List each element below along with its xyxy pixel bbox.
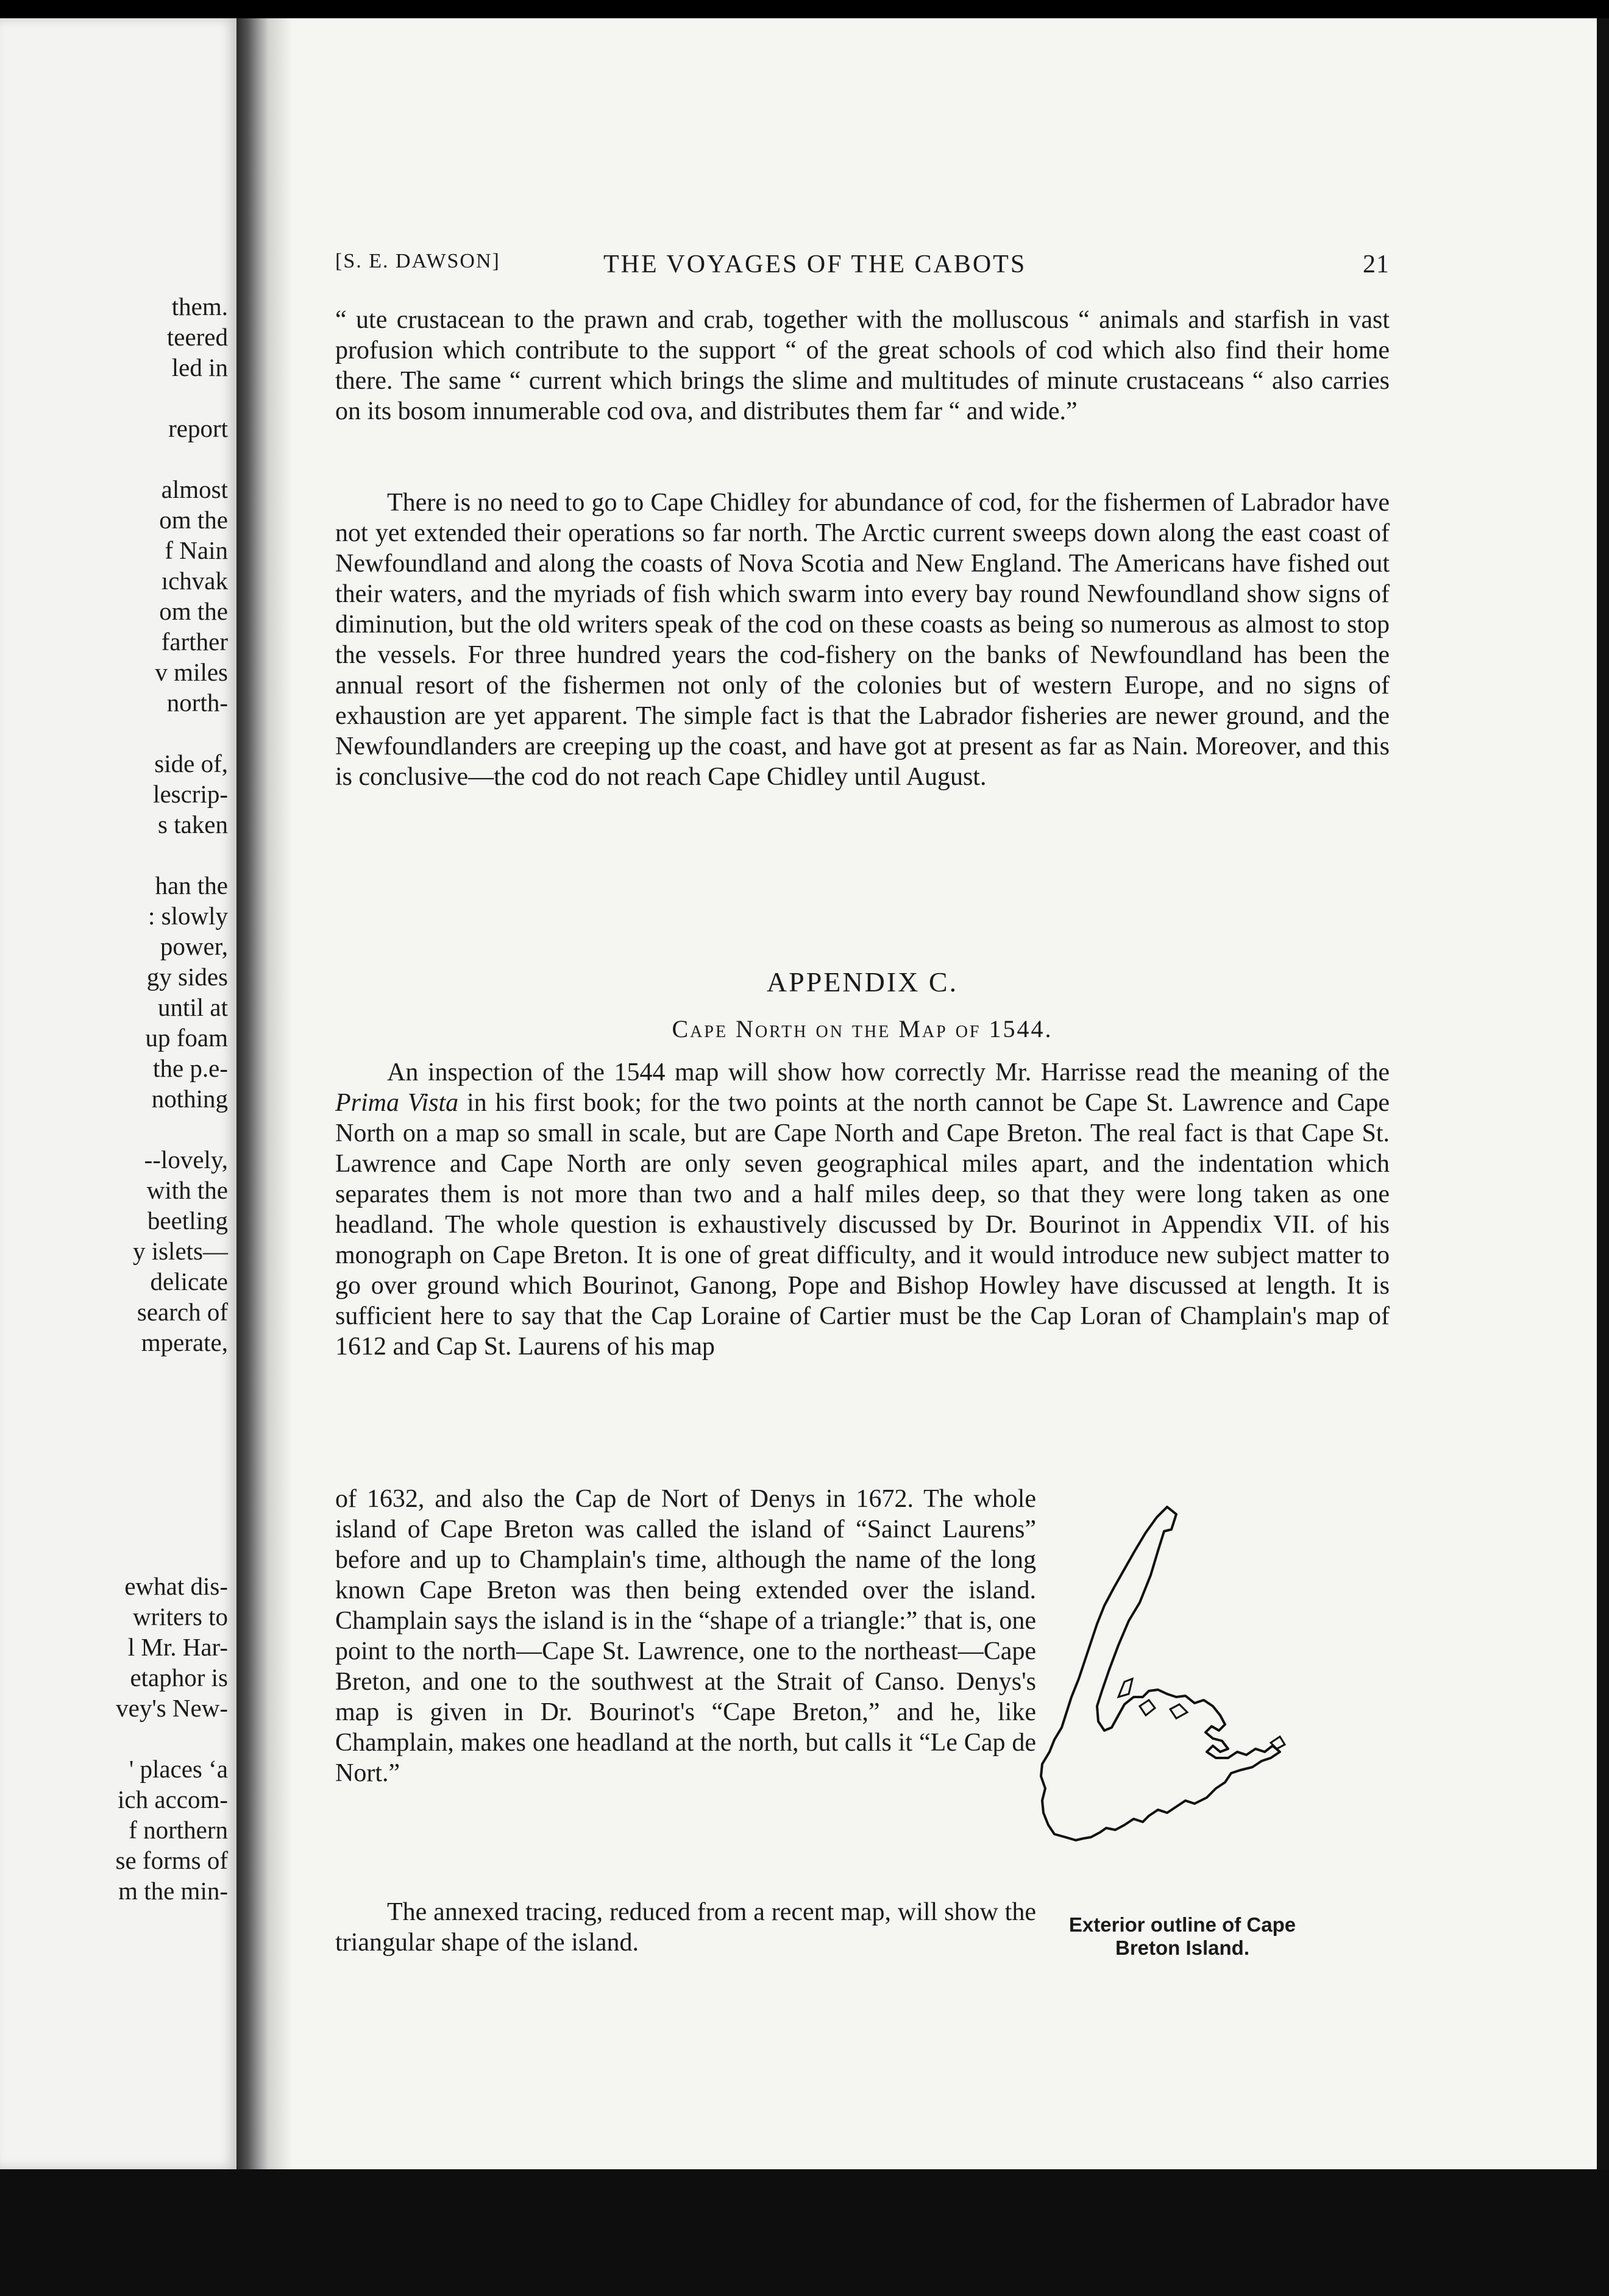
scan-border-bottom: [0, 2169, 1609, 2296]
caption-line-2: Breton Island.: [1115, 1936, 1250, 1959]
facing-page-line: nothing: [151, 1085, 228, 1113]
book-gutter: [236, 18, 268, 2169]
paragraph-tracing: [335, 1897, 1036, 1958]
paragraph2-before-italic: An inspection of the 1544 map will show how correctly Mr. Harrisse read the meaning of the: [387, 1058, 1390, 1086]
facing-page-line: v miles: [155, 658, 228, 686]
facing-page-line: han the: [155, 871, 228, 899]
facing-page-line: om the: [159, 506, 228, 534]
facing-page-line: l Mr. Har-: [127, 1633, 228, 1661]
facing-page-line: se forms of: [115, 1846, 228, 1874]
facing-page-line: lescrip-: [153, 780, 228, 808]
facing-page-line: farther: [161, 628, 228, 656]
facing-page-line: north-: [166, 689, 228, 717]
prima-vista-title: Prima Vista: [335, 1089, 459, 1117]
paragraph2-after-italic: in his first book; for the two points at the north cannot be Cape St. Lawrence and Cape North on a map so small in scale, but are Cape North and Cape Breton. The real fact is that Cape St. Lawrence and Cape North are only seven geographical miles apart, and the indentation which separates them is not more than two and a half miles deep, so that they were long taken as one headland. The whole question is exhaustively discussed by Dr. Bourinot in Appendix VII. of his monograph on Cape Breton. It is one of great difficulty, and it would introduce new subject matter to go over ground which Bourinot, Ganong, Pope and Bishop Howley have discussed at length. It is sufficient here to say that the Cap Loraine of Cartier must be the Cap Loran of Champlain's map of 1612 and Cap St. Laurens of his map: [335, 1089, 1390, 1361]
facing-page-line: with the: [146, 1176, 228, 1204]
facing-page-line: power,: [160, 932, 228, 960]
appendix-subheading: Cape North on the Map of 1544.: [672, 1015, 1053, 1043]
paragraph4-text: The annexed tracing, reduced from a recent map, will show the triangular shape of the island.: [335, 1898, 1036, 1957]
cape-breton-outline-icon: [993, 1496, 1335, 1910]
facing-page-line: mperate,: [141, 1328, 228, 1356]
facing-page-line: the p.e-: [153, 1054, 228, 1082]
figure-caption: [972, 1913, 1393, 1960]
facing-page-line: f northern: [129, 1816, 228, 1844]
quoted-passage: [335, 305, 1390, 427]
facing-page-line: side of,: [154, 749, 228, 778]
facing-page-line: m the min-: [118, 1877, 228, 1905]
paragraph2-text: [335, 1057, 1390, 1362]
facing-page-line: ewhat dis-: [124, 1572, 228, 1600]
page-number: 21: [1363, 250, 1390, 278]
facing-page-line: teered: [166, 323, 228, 351]
facing-page-line: ıchvak: [161, 567, 228, 595]
paragraph-cod-fishery: [335, 487, 1390, 792]
facing-page-line: led in: [171, 353, 228, 381]
facing-page-line: vey's New-: [116, 1694, 228, 1722]
paragraph-inspection: [335, 1057, 1390, 1362]
facing-page-line: etaphor is: [130, 1664, 228, 1692]
facing-page-line: ich accom-: [118, 1785, 228, 1813]
running-header: [335, 250, 1390, 292]
page-edge-shadow: [268, 18, 293, 2188]
cape-breton-figure: [969, 1496, 1396, 1935]
quote-text: “ ute crustacean to the prawn and crab, together with the molluscous “ animals and starfish in vast profusion which contribute to the support “ of the great schools of cod which also find their home there. The same “ current which brings the slime and multitudes of minute crustaceans “ also carries on its bosom innumerable cod ova, and distributes them far “ and wide.”: [335, 306, 1390, 425]
facing-page-line: --lovely,: [144, 1146, 228, 1174]
facing-page-line: report: [168, 414, 228, 442]
facing-page-line: them.: [171, 292, 228, 321]
facing-page-line: f Nain: [165, 536, 228, 564]
facing-page-line: up foam: [145, 1024, 228, 1052]
facing-page-line: search of: [137, 1298, 228, 1326]
facing-page-line: beetling: [147, 1206, 228, 1235]
page-21: [268, 18, 1597, 2188]
facing-page-left: [0, 18, 236, 2169]
scan-border-top: [0, 0, 1609, 18]
header-title: THE VOYAGES OF THE CABOTS: [603, 250, 1027, 278]
facing-page-line: y islets—: [132, 1237, 228, 1265]
facing-page-line: writers to: [133, 1603, 228, 1631]
caption-line-1: Exterior outline of Cape: [1068, 1913, 1296, 1936]
facing-page-line: gy sides: [146, 963, 228, 991]
appendix-heading: APPENDIX C.: [766, 966, 959, 997]
paragraph1-text: There is no need to go to Cape Chidley for abundance of cod, for the fishermen of Labrador have not yet extended their operations so far north. The Arctic current sweeps down along the east coast of Newfoundland and along the coasts of Nova Scotia and New England. The Americans have fished out their waters, and the myriads of fish which swarm into every bay round Newfoundland show signs of diminution, but the old writers speak of the cod on these coasts as being so numerous as almost to stop the vessels. For three hundred years the cod-fishery on the banks of Newfoundland has been the annual resort of the fishermen not only of the colonies but of western Europe, and no signs of exhaustion are yet apparent. The simple fact is that the Labrador fisheries are newer ground, and the Newfoundlanders are creeping up the coast, and have got at present as far as Nain. Moreover, and this is conclusive—the cod do not reach Cape Chidley until August.: [335, 489, 1390, 791]
facing-page-line: delicate: [150, 1267, 228, 1295]
facing-page-line: : slowly: [148, 902, 228, 930]
paragraph-champlain: [335, 1484, 1036, 1788]
facing-page-line: s taken: [158, 810, 228, 838]
facing-page-line: ' places ‘a: [129, 1755, 228, 1783]
facing-page-line: om the: [159, 597, 228, 625]
facing-page-line: almost: [161, 475, 228, 503]
header-author: [S. E. DAWSON]: [335, 250, 500, 272]
paragraph3-text: of 1632, and also the Cap de Nort of Denys in 1672. The whole island of Cape Breton was called the island of “Sainct Laurens” before and up to Champlain's time, although the name of the long known Cape Breton was then being extended over the island. Champlain says the island is in the “shape of a triangle:” that is, one point to the north—Cape St. Lawrence, one to the northeast—Cape Breton, and one to the southwest at the Strait of Canso. Denys's map is given in Dr. Bourinot's “Cape Breton,” and he, like Champlain, makes one headland at the north, but calls it “Le Cap de Nort.”: [335, 1485, 1036, 1787]
facing-page-line: until at: [157, 993, 228, 1021]
